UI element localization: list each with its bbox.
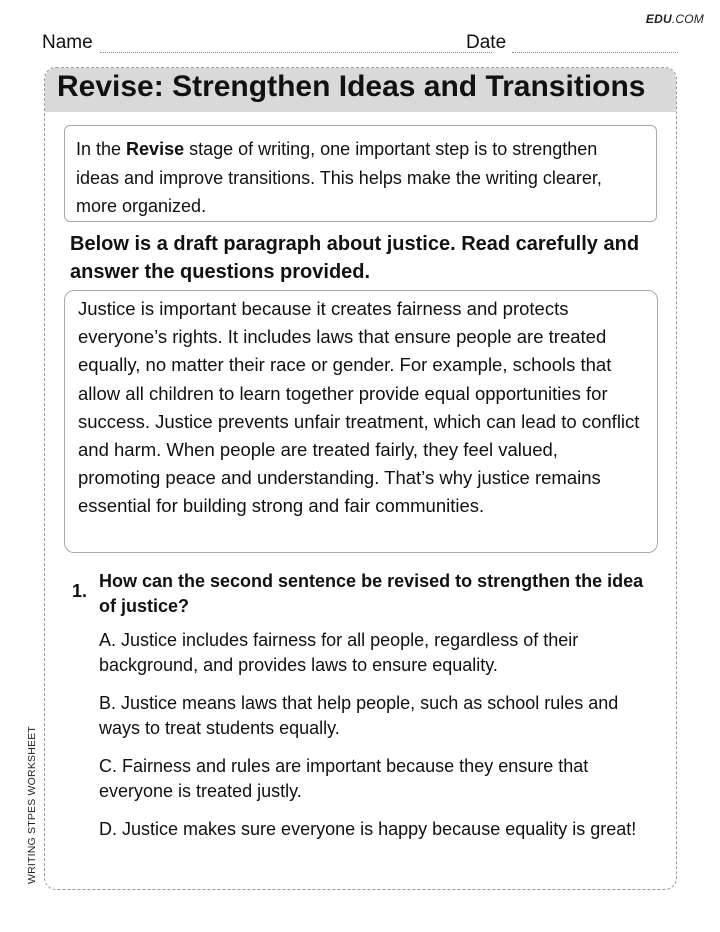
name-date-row — [42, 32, 678, 56]
brand-suffix: .COM — [671, 12, 704, 26]
answer-option-a[interactable]: A. Justice includes fairness for all people, regardless of their background, and provides laws to ensure equality. — [99, 630, 579, 675]
name-field-line[interactable] — [100, 52, 492, 53]
answer-option-d[interactable]: D. Justice makes sure everyone is happy because equality is great! — [99, 819, 637, 839]
date-field-line[interactable] — [512, 52, 678, 53]
brand-name: EDU — [645, 12, 672, 26]
answer-option-c[interactable]: C. Fairness and rules are important because they ensure that everyone is treated justly. — [99, 756, 589, 801]
intro-prefix: In the — [76, 139, 127, 159]
answer-option-b[interactable]: B. Justice means laws that help people, such as school rules and ways to treat students equally. — [99, 693, 619, 738]
page-title: Revise: Strengthen Ideas and Transitions — [57, 70, 646, 103]
intro-bold-term: Revise — [126, 139, 185, 159]
name-label: Name — [42, 32, 93, 53]
date-label: Date — [466, 32, 507, 53]
intro-suffix: stage of writing, one important step is to strengthen ideas and improve transitions. This helps make the writing clearer, more organized. — [76, 139, 602, 216]
instructions: Below is a draft paragraph about justice. Read carefully and answer the questions provided. — [70, 233, 640, 283]
intro-box — [64, 125, 657, 222]
brand-logo — [646, 12, 704, 26]
worksheet-side-label: WRITING STPES WORKSHEET — [26, 725, 38, 884]
draft-paragraph: Justice is important because it creates fairness and protects everyone’s rights. It includes laws that ensure people are treated equally, no matter their race or gender. For example, schools that allow all children to learn together provide equal opportunities for success. Justice prevents unfair treatment, which can lead to conflict and harm. When people are treated fairly, they feel valued, promoting peace and understanding. That’s why justice remains essential for building strong and fair communities. — [64, 290, 658, 553]
question-number: 1. — [72, 581, 88, 601]
question-text: How can the second sentence be revised to strengthen the idea of justice? — [99, 571, 644, 616]
